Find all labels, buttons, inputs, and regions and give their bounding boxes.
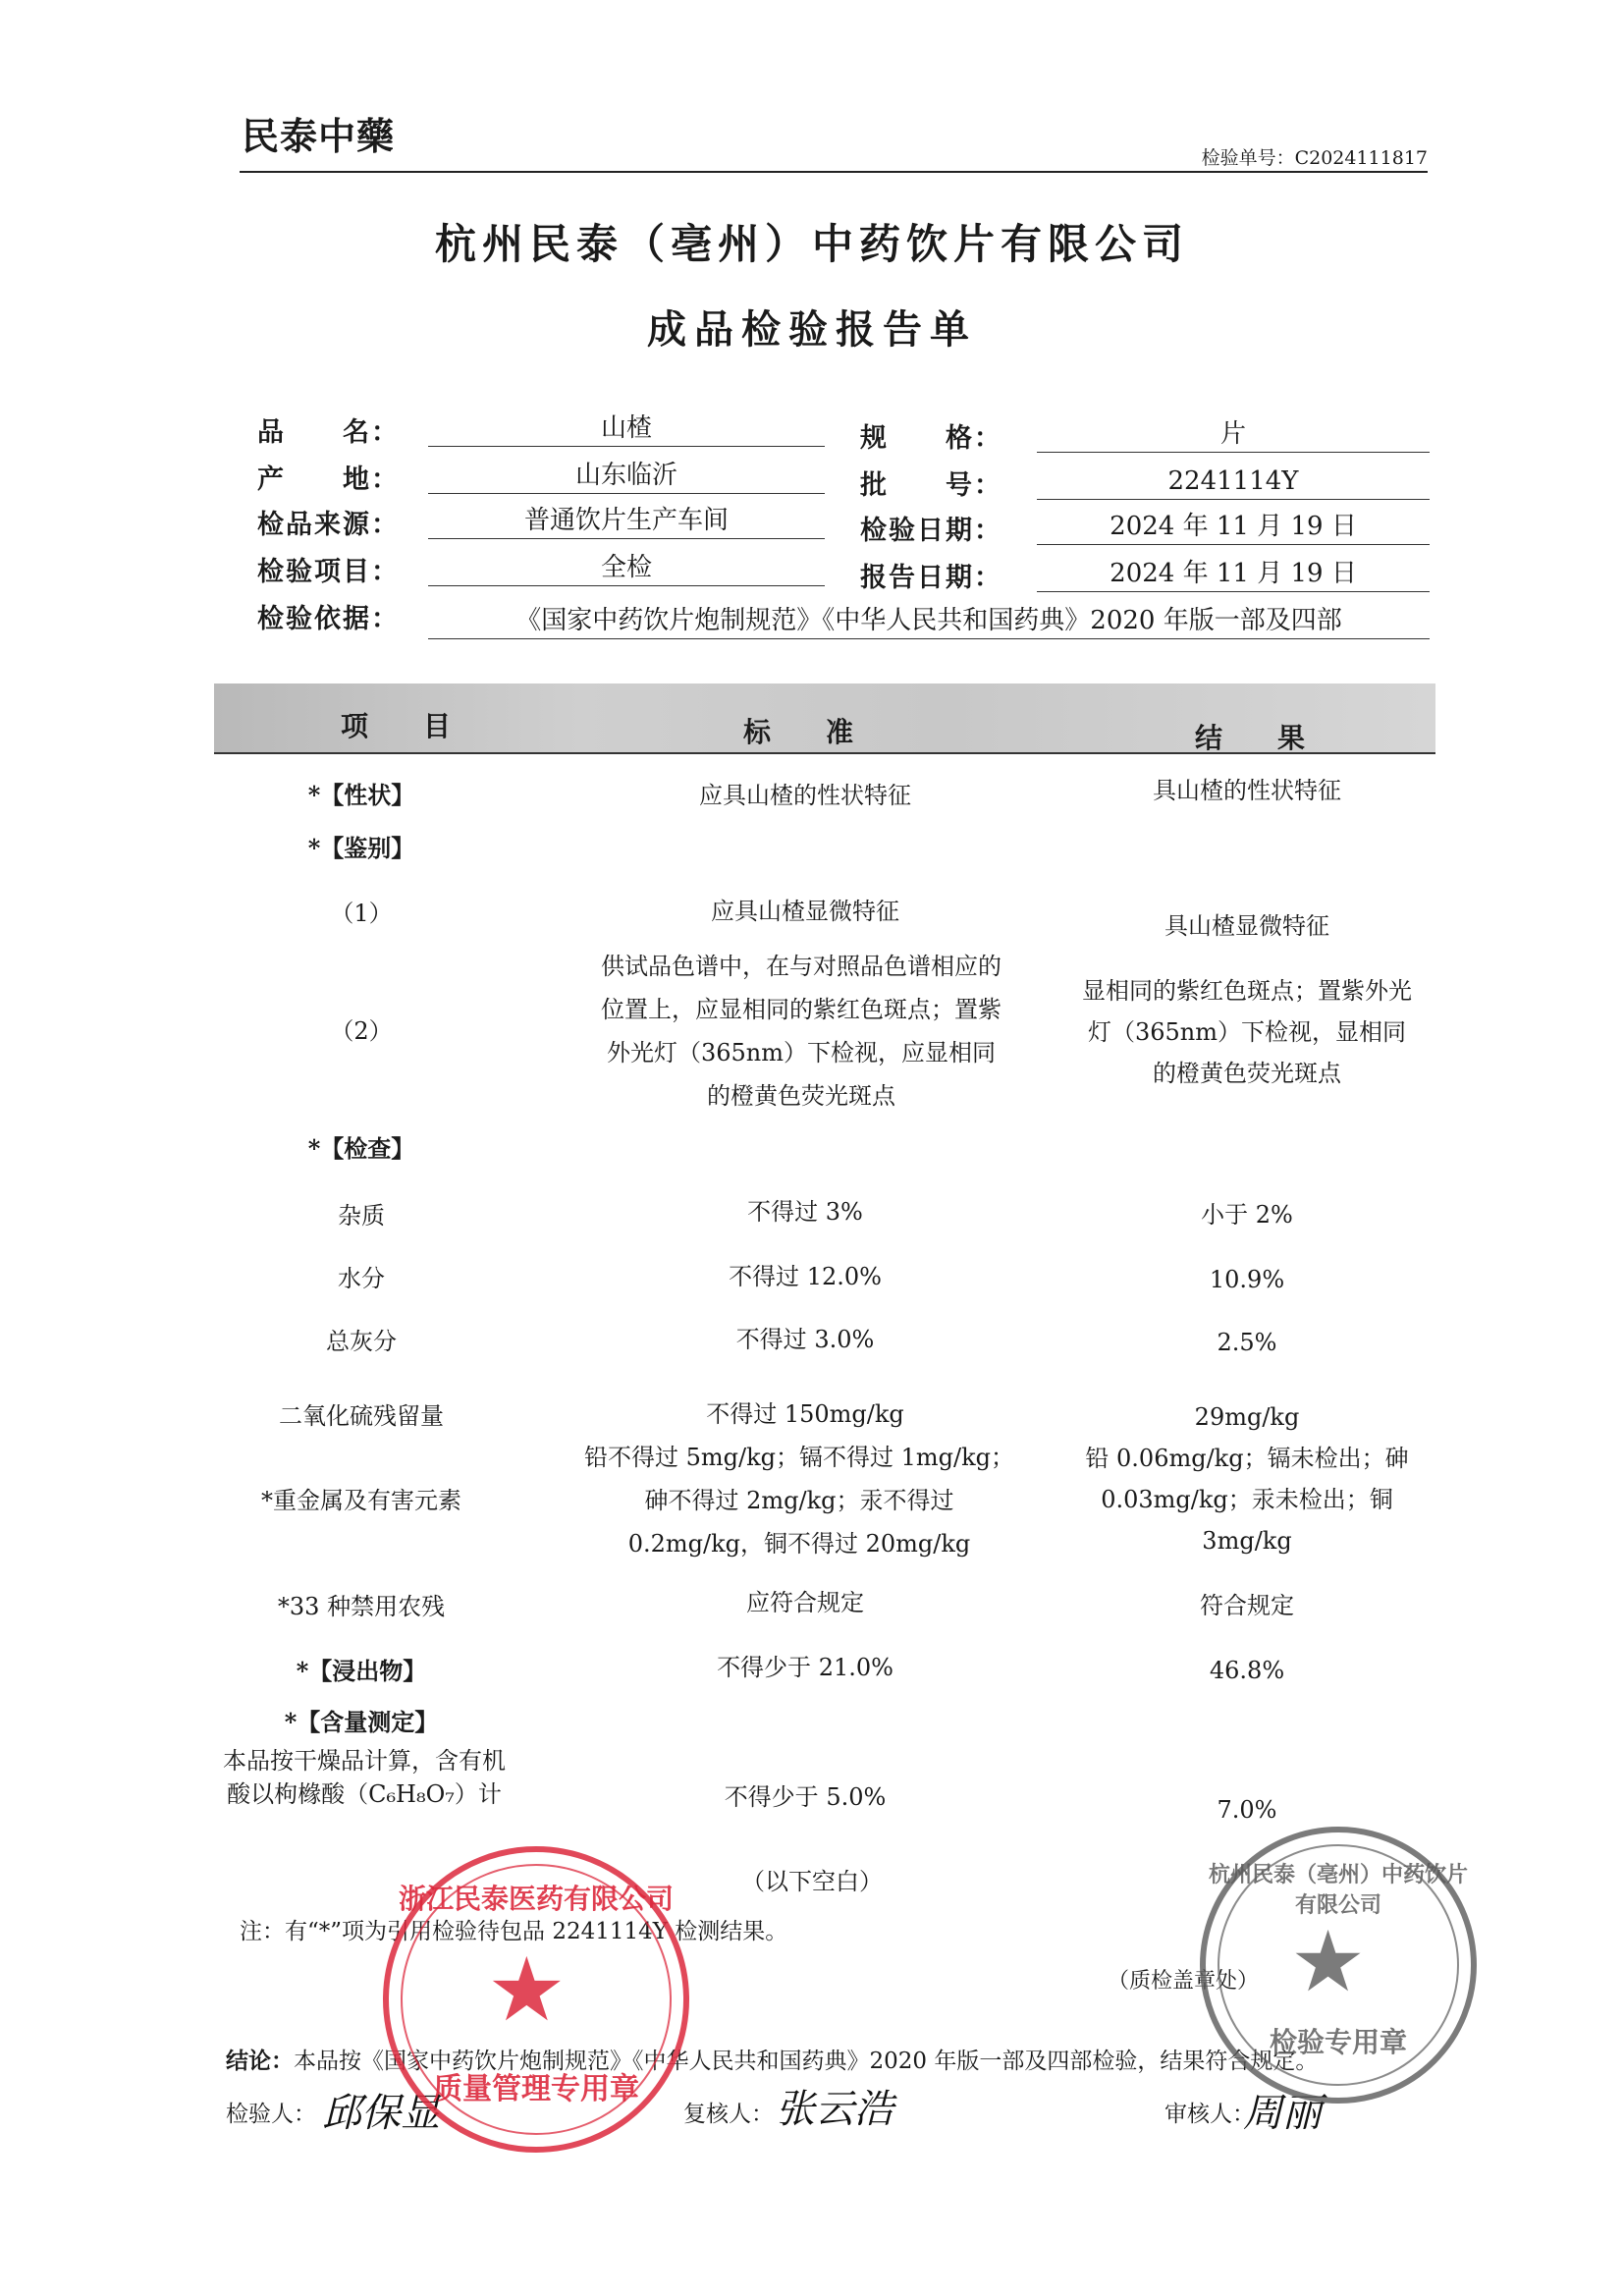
item-value: 全检 xyxy=(428,550,825,586)
row-2-standard: 应具山楂显微特征 xyxy=(711,898,899,925)
basis-value: 《国家中药饮片炮制规范》《中华人民共和国药典》2020 年版一部及四部 xyxy=(428,603,1430,639)
star-icon: ★ xyxy=(1290,1913,1367,2011)
row-13-item: 本品按干燥品计算，含有机酸以枸橼酸（C₆H₈O₇）计 xyxy=(223,1747,506,1808)
basis-label: 检验依据： xyxy=(257,604,400,634)
quality-seal-red xyxy=(383,1846,689,2153)
row-6-standard: 不得过 12.0% xyxy=(729,1263,882,1290)
row-5-item: 杂质 xyxy=(338,1202,385,1230)
row-7-result: 2.5% xyxy=(1217,1329,1277,1356)
product-value: 山楂 xyxy=(428,410,825,447)
row-11-standard: 不得少于 21.0% xyxy=(717,1654,893,1681)
report-date-label: 报告日期： xyxy=(860,563,1002,593)
row-0-item: *【性状】 xyxy=(307,781,415,809)
row-7-standard: 不得过 3.0% xyxy=(735,1326,875,1353)
spec-value: 片 xyxy=(1037,416,1430,453)
row-3-result: 显相同的紫红色斑点；置紫外光灯（365nm）下检视，显相同的橙黄色荧光斑点 xyxy=(1082,977,1412,1087)
origin-value: 山东临沂 xyxy=(428,458,825,494)
blank-marker: （以下空白） xyxy=(741,1868,883,1895)
row-9-standard: 铅不得过 5mg/kg；镉不得过 1mg/kg；砷不得过 2mg/kg；汞不得过 0.2mg/kg，铜不得过 20mg/kg xyxy=(583,1444,1015,1558)
row-6-item: 水分 xyxy=(338,1265,385,1292)
seal-grey-bottom-text: 检验专用章 xyxy=(1269,2026,1407,2058)
row-2-result: 具山楂显微特征 xyxy=(1164,912,1329,940)
header-divider xyxy=(240,171,1428,173)
batch-label: 批 号： xyxy=(860,470,1002,501)
row-2-item: （1） xyxy=(330,900,393,927)
header-result: 结 果 xyxy=(1194,722,1319,754)
row-13-result: 7.0% xyxy=(1217,1796,1277,1824)
row-8-item: 二氧化硫残留量 xyxy=(279,1402,444,1430)
row-12-item: *【含量测定】 xyxy=(284,1708,439,1736)
inspector-label: 检验人： xyxy=(226,2102,316,2127)
conclusion-label: 结论： xyxy=(226,2048,294,2074)
conclusion-text: 本品按《国家中药饮片炮制规范》《中华人民共和国药典》2020 年版一部及四部检验，结果符合规定。 xyxy=(294,2049,1319,2074)
report-title: 成品检验报告单 xyxy=(647,306,977,353)
row-10-standard: 应符合规定 xyxy=(746,1589,864,1616)
source-label: 检品来源： xyxy=(257,510,400,540)
row-13-standard: 不得少于 5.0% xyxy=(724,1783,887,1811)
row-5-standard: 不得过 3% xyxy=(747,1198,863,1226)
auditor-signature: 周丽 xyxy=(1243,2091,1322,2136)
star-icon: ★ xyxy=(487,1939,567,2042)
inspector-signature: 邱保显 xyxy=(322,2091,440,2136)
row-4-item: *【检查】 xyxy=(307,1134,415,1163)
inspect-date-value: 2024 年 11 月 19 日 xyxy=(1037,509,1430,545)
row-9-item: *重金属及有害元素 xyxy=(261,1487,461,1514)
seal-red-top-text: 浙江民泰医药有限公司 xyxy=(398,1883,674,1915)
report-date-value: 2024 年 11 月 19 日 xyxy=(1037,556,1430,592)
document-number: 检验单号：C2024111817 xyxy=(1201,147,1428,169)
reviewer-signature: 张云浩 xyxy=(776,2087,893,2132)
company-name: 杭州民泰（亳州）中药饮片有限公司 xyxy=(434,220,1189,268)
row-7-item: 总灰分 xyxy=(326,1328,397,1355)
origin-label: 产 地： xyxy=(257,465,400,495)
row-8-result: 29mg/kg xyxy=(1194,1403,1300,1431)
row-11-result: 46.8% xyxy=(1209,1657,1285,1684)
header-item: 项 目 xyxy=(340,710,464,742)
row-11-item: *【浸出物】 xyxy=(296,1657,427,1685)
row-3-item: （2） xyxy=(330,1017,393,1045)
item-label: 检验项目： xyxy=(257,557,400,587)
reviewer-label: 复核人： xyxy=(683,2102,774,2127)
row-1-item: *【鉴别】 xyxy=(307,834,415,862)
inspection-seal-grey xyxy=(1200,1827,1477,2104)
seal-grey-top-text: 杭州民泰（亳州）中药饮片有限公司 xyxy=(1208,1862,1468,1918)
stamp-placeholder: （质检盖章处） xyxy=(1108,1969,1260,1994)
product-label: 品 名： xyxy=(257,417,400,448)
row-0-result: 具山楂的性状特征 xyxy=(1153,777,1341,804)
row-5-result: 小于 2% xyxy=(1201,1201,1293,1229)
auditor-label: 审核人： xyxy=(1164,2102,1255,2127)
row-6-result: 10.9% xyxy=(1209,1266,1285,1293)
seal-red-bottom-text: 质量管理专用章 xyxy=(433,2072,639,2106)
row-3-standard: 供试品色谱中，在与对照品色谱相应的位置上，应显相同的紫红色斑点；置紫外光灯（365nm）下检视，应显相同的橙黄色荧光斑点 xyxy=(601,953,1001,1110)
header-standard: 标 准 xyxy=(742,716,867,748)
row-0-standard: 应具山楂的性状特征 xyxy=(699,782,911,809)
batch-value: 2241114Y xyxy=(1037,464,1430,500)
row-10-item: *33 种禁用农残 xyxy=(277,1593,446,1620)
company-logo: 民泰中藥 xyxy=(242,114,396,158)
source-value: 普通饮片生产车间 xyxy=(428,503,825,539)
row-8-standard: 不得过 150mg/kg xyxy=(706,1400,904,1428)
row-9-result: 铅 0.06mg/kg；镉未检出；砷 0.03mg/kg；汞未检出；铜 3mg/kg xyxy=(1085,1445,1409,1555)
row-10-result: 符合规定 xyxy=(1200,1592,1294,1619)
spec-label: 规 格： xyxy=(860,423,1002,454)
inspect-date-label: 检验日期： xyxy=(860,516,1002,546)
footnote: 注：有“*”项为引用检验待包品 2241114Y 检测结果。 xyxy=(240,1919,788,1944)
